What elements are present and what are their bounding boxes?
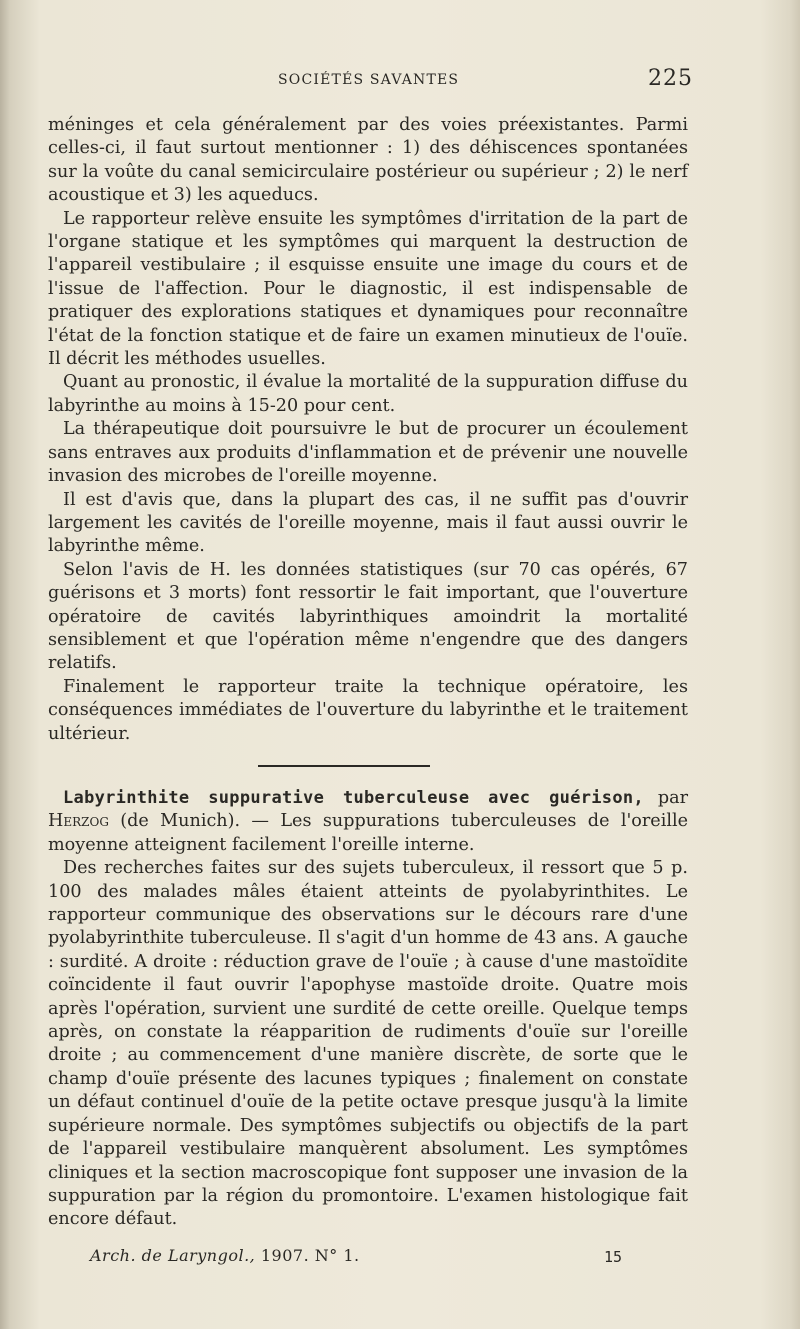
paragraph: Le rapporteur relève ensuite les symptômes d'irritation de la part de l'organe statique et les symptômes qui marquent la destruction de l'appareil vestibulaire ; il esquisse ensuite une image du cours et de l'issue de l'affection. Pour le diagnostic, il est indispensable de pratiquer des explorations statiques et dynamiques pour reconnaître l'état de la fonction statique et de faire un examen minutieux de l'ouïe. Il décrit les méthodes usuelles. (48, 208, 688, 370)
paragraph: méninges et cela généralement par des voies préexistantes. Parmi celles-ci, il faut surtout mentionner : 1) des déhiscences spontanées sur la voûte du canal semicirculaire postérieur ou supérieur ; 2) le nerf acoustique et 3) les aqueducs. (48, 115, 688, 206)
paragraph: Selon l'avis de H. les données statistiques (sur 70 cas opérés, 67 guérisons et 3 morts) font ressortir le fait important, que l'ouverture opératoire de cavités labyrinthiques amoindrit la mortalité sensiblement et que l'opération même n'engendre que des dangers relatifs. (48, 559, 688, 674)
article-intro (48, 787, 688, 857)
journal-reference (90, 1246, 360, 1265)
page-number: 225 (648, 66, 693, 91)
article-by: par (657, 788, 689, 808)
page-header (0, 66, 800, 96)
journal-title: Arch. de Laryngol., (90, 1246, 256, 1265)
article-intro-text: (de Munich). — Les suppurations tuberculeuses de l'oreille moyenne atteignent facilement l'oreille interne. (48, 811, 688, 855)
printer-signature: 15 (604, 1248, 623, 1266)
paragraph: Il est d'avis que, dans la plupart des cas, il ne suffit pas d'ouvrir largement les cavités de l'oreille moyenne, mais il faut aussi ouvrir le labyrinthe même. (48, 489, 688, 557)
paragraph: Quant au pronostic, il évalue la mortalité de la suppuration diffuse du labyrinthe au moins à 15-20 pour cent. (48, 372, 688, 416)
page-footer (0, 1246, 800, 1272)
running-title: SOCIÉTÉS SAVANTES (278, 72, 460, 88)
article-title: Labyrinthite suppurative tuberculeuse avec guérison, (63, 788, 644, 808)
paragraph: La thérapeutique doit poursuivre le but de procurer un écoulement sans entraves aux produits d'inflammation et de prévenir une nouvelle invasion des microbes de l'oreille moyenne. (48, 419, 688, 487)
section-labyrinth-report (48, 114, 688, 746)
section-divider (258, 765, 430, 767)
paragraph: Finalement le rapporteur traite la technique opératoire, les conséquences immédiates de l'ouverture du labyrinthe et le traitement ultérieur. (48, 676, 688, 744)
section-tuberculous-labyrinthitis (48, 787, 688, 1232)
article-author: Herzog (48, 811, 109, 832)
paragraph: Des recherches faites sur des sujets tuberculeux, il ressort que 5 p. 100 des malades mâles étaient atteints de pyolabyrinthites. Le rapporteur communique des observations sur le décours rare d'une pyolabyrinthite tuberculeuse. Il s'agit d'un homme de 43 ans. A gauche : surdité. A droite : réduction grave de l'ouïe ; à cause d'une mastoïdite coïncidente il faut ouvrir l'apophyse mastoïde droite. Quatre mois après l'opération, survient une surdité de cette oreille. Quelque temps après, on constate la réapparition de rudiments d'ouïe sur l'oreille droite ; au commencement d'une manière discrète, de sorte que le champ d'ouïe présente des lacunes typiques ; finalement on constate un défaut continuel d'ouïe de la petite octave presque jusqu'à la limite supérieure normale. Des symptômes subjectifs ou objectifs de la part de l'appareil vestibulaire manquèrent absolument. Les symptômes cliniques et la section macroscopique font supposer une invasion de la suppuration par la région du promontoire. L'examen histologique fait encore défaut. (48, 858, 688, 1230)
journal-issue: 1907. N° 1. (255, 1246, 360, 1265)
